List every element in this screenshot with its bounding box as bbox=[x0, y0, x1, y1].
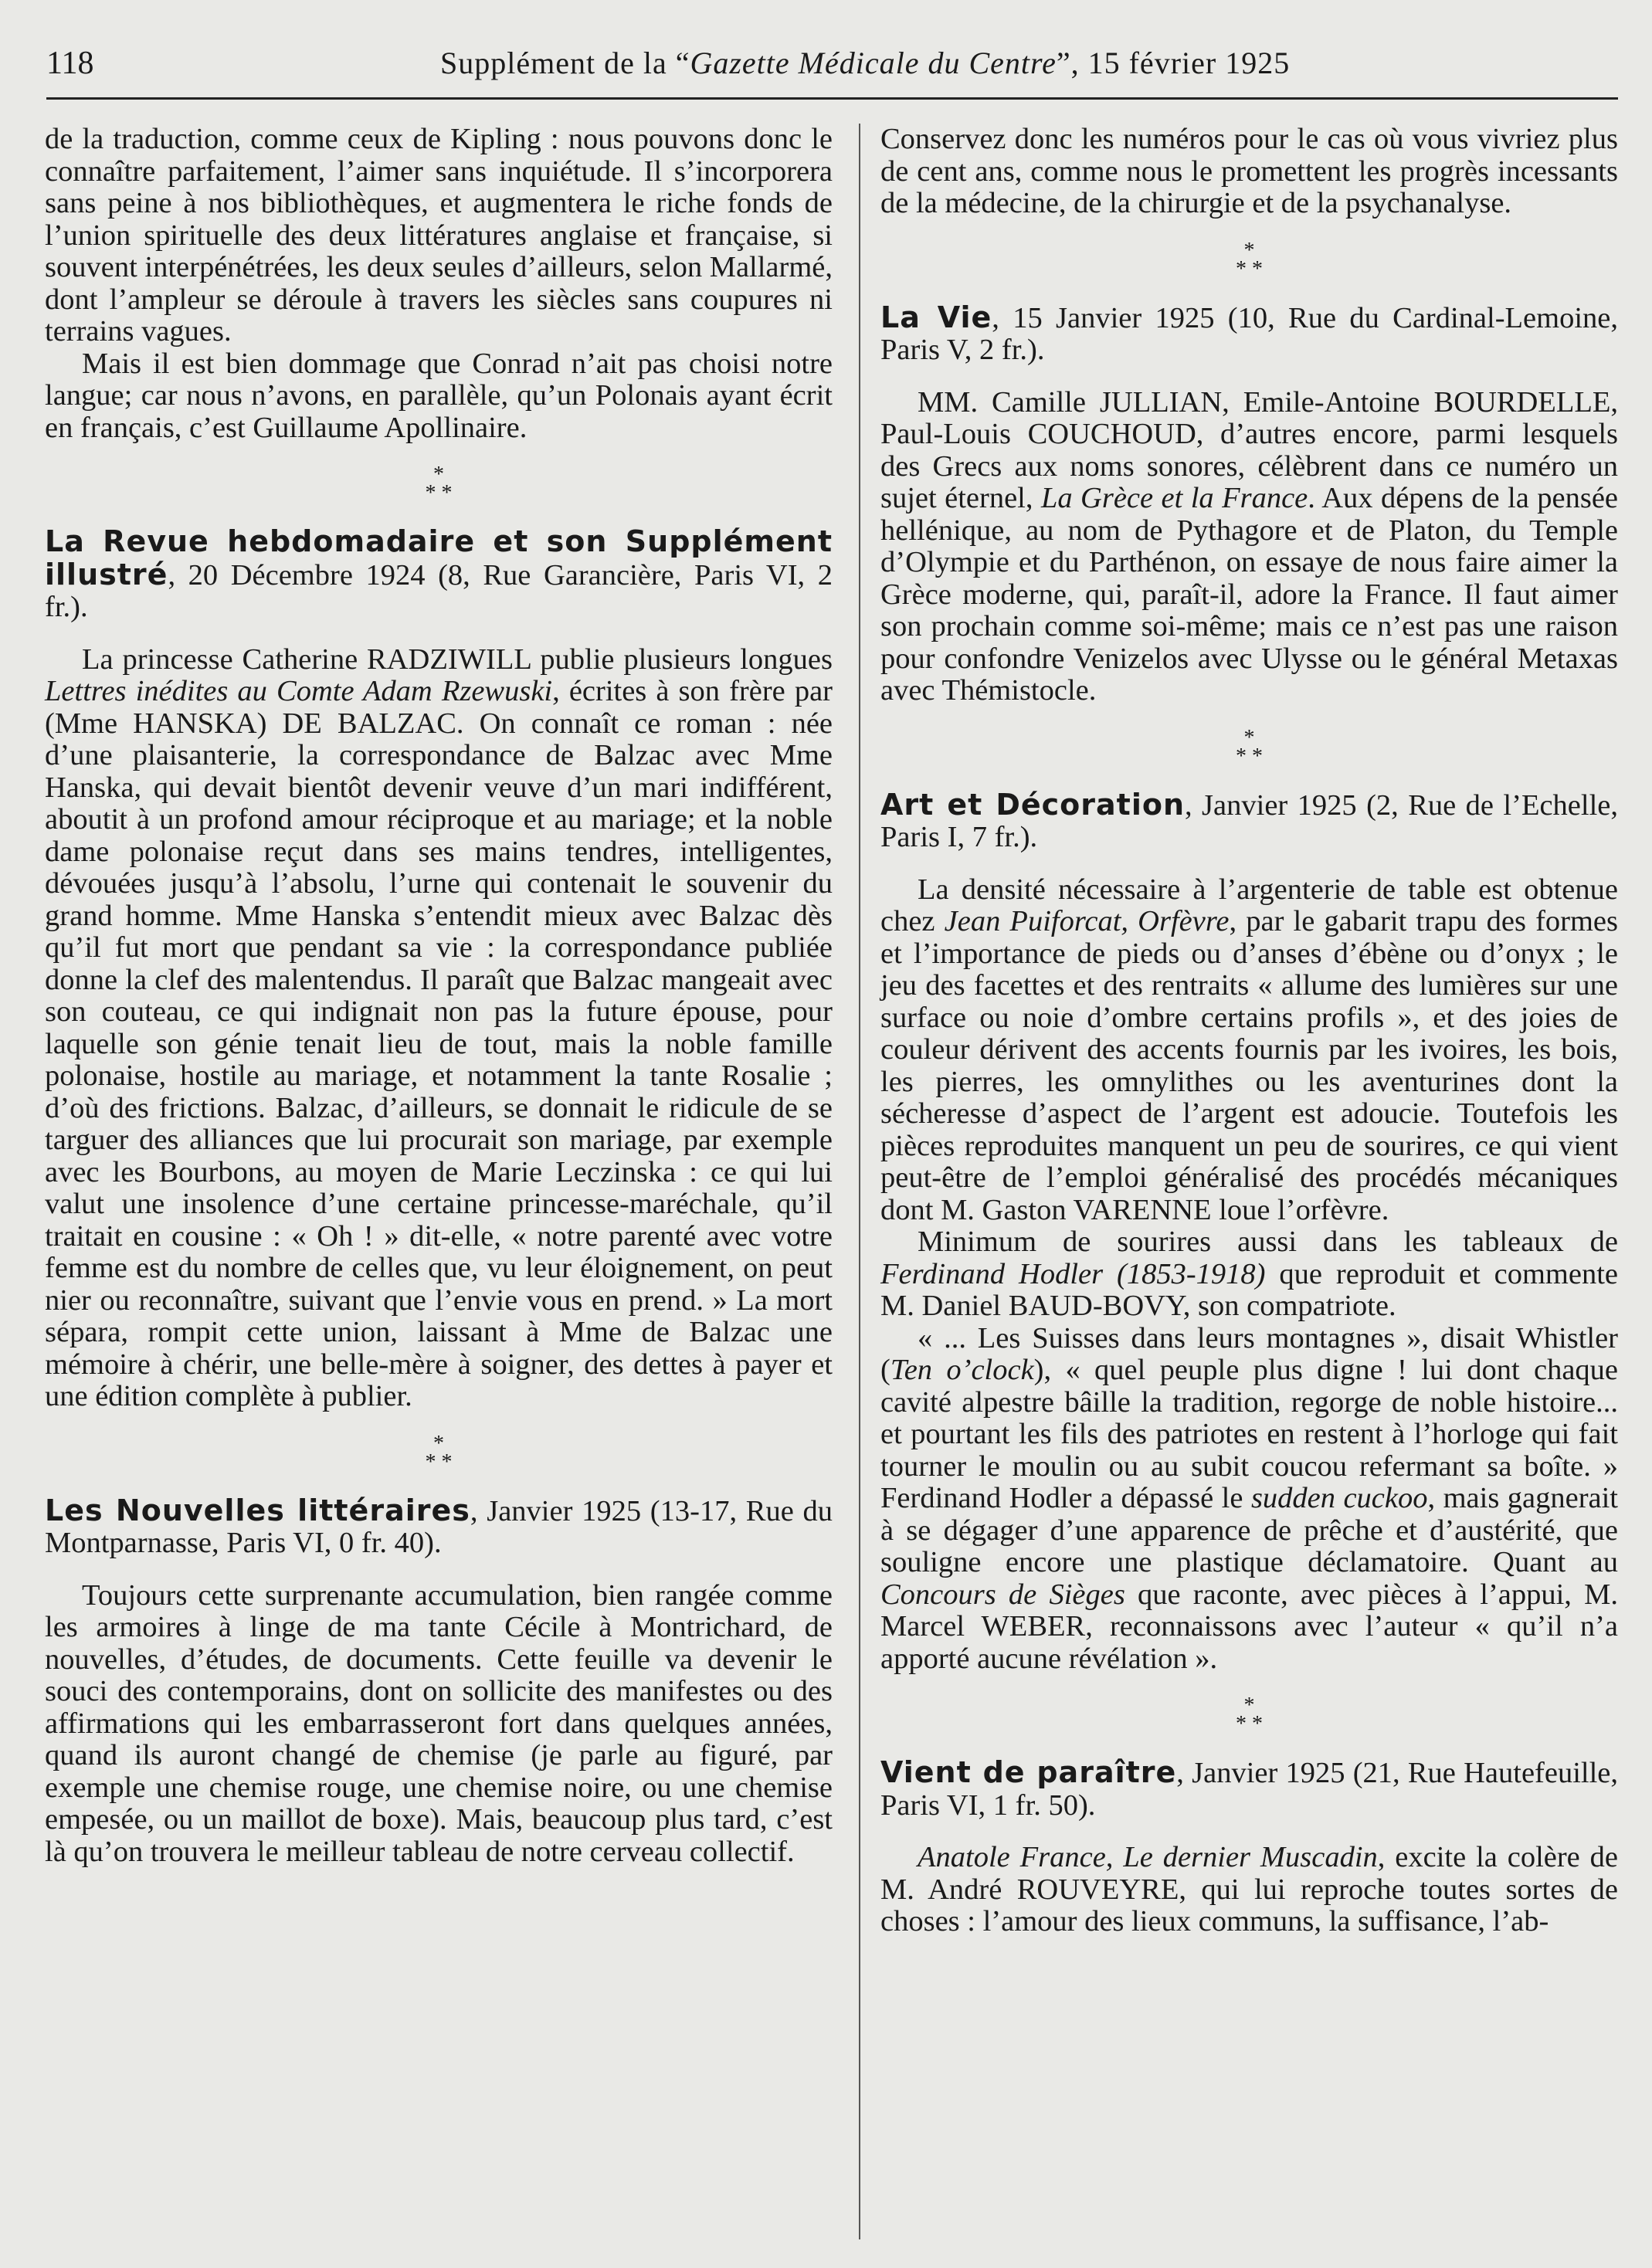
running-head-post: ”, 15 février 1925 bbox=[1056, 46, 1291, 80]
section-separator: * * * bbox=[1236, 1693, 1263, 1736]
section-separator: * * * bbox=[1236, 725, 1263, 768]
review-info: , 15 Janvier 1925 (10, Rue du Cardinal-Lemoine, Paris V, 2 fr.). bbox=[880, 301, 1618, 366]
review-info: , Janvier 1925 (2, Rue de l’Echelle, Paris I, 7 fr.). bbox=[880, 788, 1618, 853]
review-heading-nouvelles bbox=[45, 1495, 833, 1560]
review-heading-art bbox=[880, 789, 1618, 854]
review-title: Art et Décoration bbox=[880, 787, 1185, 822]
running-head-pre: Supplément de la “ bbox=[440, 46, 690, 80]
right-column bbox=[880, 124, 1618, 1938]
section-separator: * * * bbox=[1236, 238, 1263, 281]
review-title: La Vie bbox=[880, 300, 992, 334]
journal-title: Gazette Médicale du Centre bbox=[690, 46, 1057, 80]
column-rule bbox=[859, 124, 860, 2239]
left-column bbox=[45, 124, 833, 1868]
review-heading-vient bbox=[880, 1757, 1618, 1822]
paragraph: Toujours cette surprenante accumulation, bien rangée comme les armoires à linge de ma tante Cécile à Montrichard, de nouvelles, d’études, de documents. Cette feuille va devenir le souci des contemporains, dont on sollicite des manifestes ou des affirmations qui les embarrasseront fort dans quelques années, quand ils auront changé de chemise (je parle au figuré, par exemple une chemise rouge, une chemise noire, ou une chemise empesée, ou un maillot de boxe). Mais, beaucoup plus tard, c’est là qu’on trouvera le meilleur tableau de notre cerveau collectif. bbox=[45, 1578, 833, 1868]
paragraph: Minimum de sourires aussi dans les tableaux de Ferdinand Hodler (1853-1918) que reproduit et commente M. Daniel BAUD-BOVY, son compatriote. bbox=[880, 1226, 1619, 1322]
paragraph: Mais il est bien dommage que Conrad n’ait pas choisi notre langue; car nous n’avons, en parallèle, qu’un Polonais ayant écrit en français, c’est Guillaume Apollinaire. bbox=[45, 347, 833, 444]
paragraph: La densité nécessaire à l’argenterie de table est obtenue chez Jean Puiforcat, Orfèvre, par le gabarit trapu des formes et l’importance de pieds ou d’anses d’ébène ou d’onyx ; le jeu des facettes et des rentraits « allume des lumières sur une surface ou noie d’ombre certains profils », et des joies de couleur dérivent des accents fournis par les ivoires, les bois, les pierres, les omnylithes ou les aventurines dont la sécheresse d’aspect de l’argent est adoucie. Toutefois les pièces reproduites manquent un peu de sourires, ce qui vient peut-être de l’emploi généralisé des procédés mécaniques dont M. Gaston VARENNE loue l’orfèvre. bbox=[880, 873, 1618, 1226]
review-info: , Janvier 1925 (21, Rue Hautefeuille, Paris VI, 1 fr. 50). bbox=[880, 1757, 1618, 1822]
section-separator: * * * bbox=[425, 1431, 453, 1474]
page-number: 118 bbox=[46, 46, 94, 81]
review-title: La Revue hebdomadaire et son Supplément illustré bbox=[45, 524, 833, 592]
review-info: , 20 Décembre 1924 (8, Rue Garancière, Paris VI, 2 fr.). bbox=[45, 558, 833, 623]
review-info: , Janvier 1925 (13-17, Rue du Montparnasse, Paris VI, 0 fr. 40). bbox=[45, 1494, 833, 1559]
paragraph: Anatole France, Le dernier Muscadin, excite la colère de M. André ROUVEYRE, qui lui reproche toutes sortes de choses : l’amour des lieux communs, la suffisance, l’ab- bbox=[880, 1841, 1618, 1937]
paragraph: de la traduction, comme ceux de Kipling : nous pouvons donc le connaître parfaitement, l’aimer sans inquiétude. Il s’incorporera sans peine à nos bibliothèques, et augmentera le riche fonds de l’union spirituelle des deux littératures anglaise et française, si souvent interpénétrées, les deux seules d’ailleurs, selon Mallarmé, dont l’ampleur se déroule à travers les siècles sans coupures ni terrains vagues. bbox=[45, 123, 833, 347]
review-title: Les Nouvelles littéraires bbox=[45, 1493, 470, 1527]
section-separator: * * * bbox=[425, 463, 453, 505]
running-head bbox=[440, 45, 1290, 81]
page-header bbox=[46, 37, 1618, 100]
paragraph: « ... Les Suisses dans leurs montagnes », disait Whistler (Ten o’clock), « quel peuple plus digne ! lui dont chaque cavité alpestre bâille la tradition, regorge de noble histoire... et pourtant les fils des patriotes en restent à l’horloge qui fait tourner le moulin ou au subit coucou refermant sa boîte. » Ferdinand Hodler a dépassé le sudden cuckoo, mais gagnerait à se dégager d’une apparence de prêche et d’austérité, que souligne encore une plastique déclamatoire. Quant au Concours de Sièges que raconte, avec pièces à l’appui, M. Marcel WEBER, reconnaissons avec l’auteur « qu’il n’a apporté aucune révélation ». bbox=[880, 1321, 1618, 1675]
paragraph: La princesse Catherine RADZIWILL publie plusieurs longues Lettres inédites au Comte Adam Rzewuski, écrites à son frère par (Mme HANSKA) DE BALZAC. On connaît ce roman : née d’une plaisanterie, la correspondance de Balzac avec Mme Hanska, qui devait bientôt devenir veuve d’un mari indifférent, aboutit à un profond amour réciproque et au mariage; et la noble dame polonaise reçut dans ses mains tendres, intelligentes, dévouées jusqu’à l’absolu, l’urne qui contenait le souvenir du grand homme. Mme Hanska s’entendit mieux avec Balzac dès qu’il fut mort que pendant sa vie : la correspondance publiée donne la clef des malentendus. Il paraît que Balzac mangeait avec son couteau, ce qui indignait non pas la future épouse, pour laquelle son génie tenait lieu de tout, mais la noble famille polonaise, hostile au mariage, et notamment la tante Rosalie ; d’où des frictions. Balzac, d’ailleurs, se donnait le ridicule de se targuer des alliances que lui procurait son mariage, par exemple avec les Bourbons, au moyen de Marie Leczinska : ce qui lui valut une insolence d’une certaine princesse-maréchale, qu’il traitait en cousine : « Oh ! » dit-elle, « notre parenté avec votre femme est du nombre de celles que, vu leur éloignement, on peut nier ou reconnaître, suivant que l’envie vous en prend. » La mort sépara, rompit cette union, laissant à Mme de Balzac une mémoire à chérir, une belle-mère à soigner, des dettes à payer et une édition complète à publier. bbox=[45, 642, 833, 1412]
review-title: Vient de paraître bbox=[880, 1755, 1177, 1789]
review-heading-revue bbox=[45, 526, 833, 624]
paragraph: MM. Camille JULLIAN, Emile-Antoine BOURDELLE, Paul-Louis COUCHOUD, d’autres encore, parmi lesquels des Grecs aux noms sonores, célèbrent dans ce numéro un sujet éternel, La Grèce et la France. Aux dépens de la pensée hellénique, au nom de Pythagore et de Platon, du Temple d’Olympie et du Parthénon, on essaye de nous faire aimer la Grèce moderne, qui, paraît-il, adore la France. Il faut aimer son prochain comme soi-même; mais ce n’est pas une raison pour confondre Venizelos avec Ulysse ou le général Metaxas avec Thémistocle. bbox=[880, 385, 1619, 707]
paragraph: Conservez donc les numéros pour le cas où vous vivriez plus de cent ans, comme nous le promettent les progrès incessants de la médecine, de la chirurgie et de la psychanalyse. bbox=[880, 123, 1618, 219]
review-heading-la-vie bbox=[880, 302, 1618, 367]
